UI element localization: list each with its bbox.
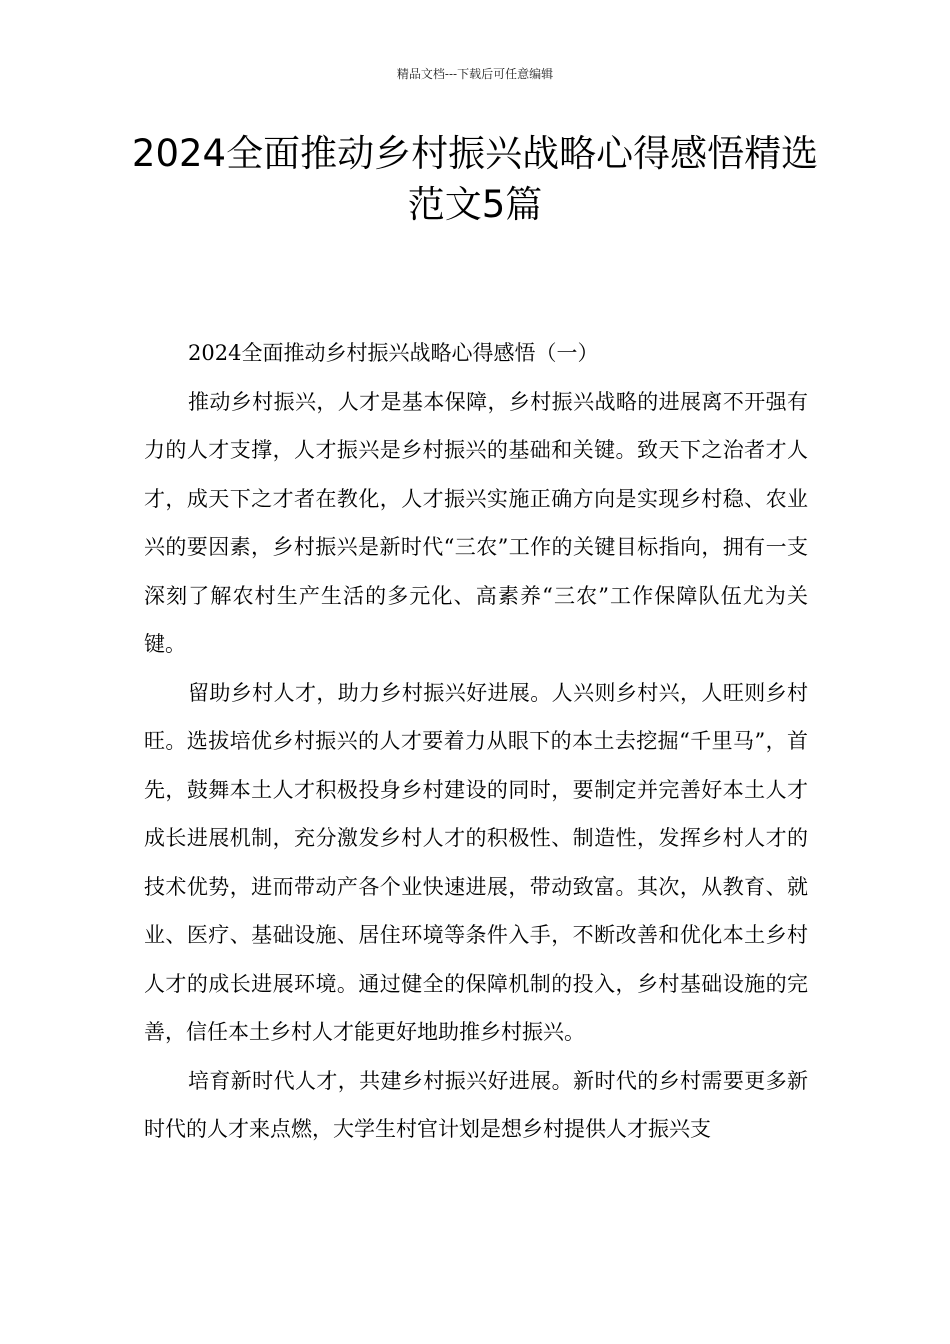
document-title: 2024全面推动乡村振兴战略心得感悟精选范文5篇 [131,132,819,226]
header-note: 精品文档---下载后可任意编辑 [396,67,554,81]
document-body [144,329,808,1154]
paragraph: 培育新时代人才，共建乡村振兴好进展。新时代的乡村需要更多新时代的人才来点燃，大学生村官计划是想乡村提供人才振兴支 [144,1068,808,1141]
paragraph: 推动乡村振兴，人才是基本保障，乡村振兴战略的进展离不开强有力的人才支撑，人才振兴是乡村振兴的基础和关键。致天下之治者才人才，成天下之才者在教化，人才振兴实施正确方向是实现乡村稳、农业兴的要因素，乡村振兴是新时代“三农”工作的关键目标指向，拥有一支深刻了解农村生产生活的多元化、高素养“三农”工作保障队伍尤为关键。 [144,389,808,656]
section-heading: 2024全面推动乡村振兴战略心得感悟（一） [188,341,599,365]
paragraph: 留助乡村人才，助力乡村振兴好进展。人兴则乡村兴，人旺则乡村旺。选拔培优乡村振兴的人才要着力从眼下的本土去挖掘“千里马”，首先，鼓舞本土人才积极投身乡村建设的同时，要制定并完善好本土人才成长进展机制，充分激发乡村人才的积极性、制造性，发挥乡村人才的技术优势，进而带动产各个业快速进展，带动致富。其次，从教育、就业、医疗、基础设施、居住环境等条件入手，不断改善和优化本土乡村人才的成长进展环境。通过健全的保障机制的投入，乡村基础设施的完善，信任本土乡村人才能更好地助推乡村振兴。 [144,680,808,1044]
